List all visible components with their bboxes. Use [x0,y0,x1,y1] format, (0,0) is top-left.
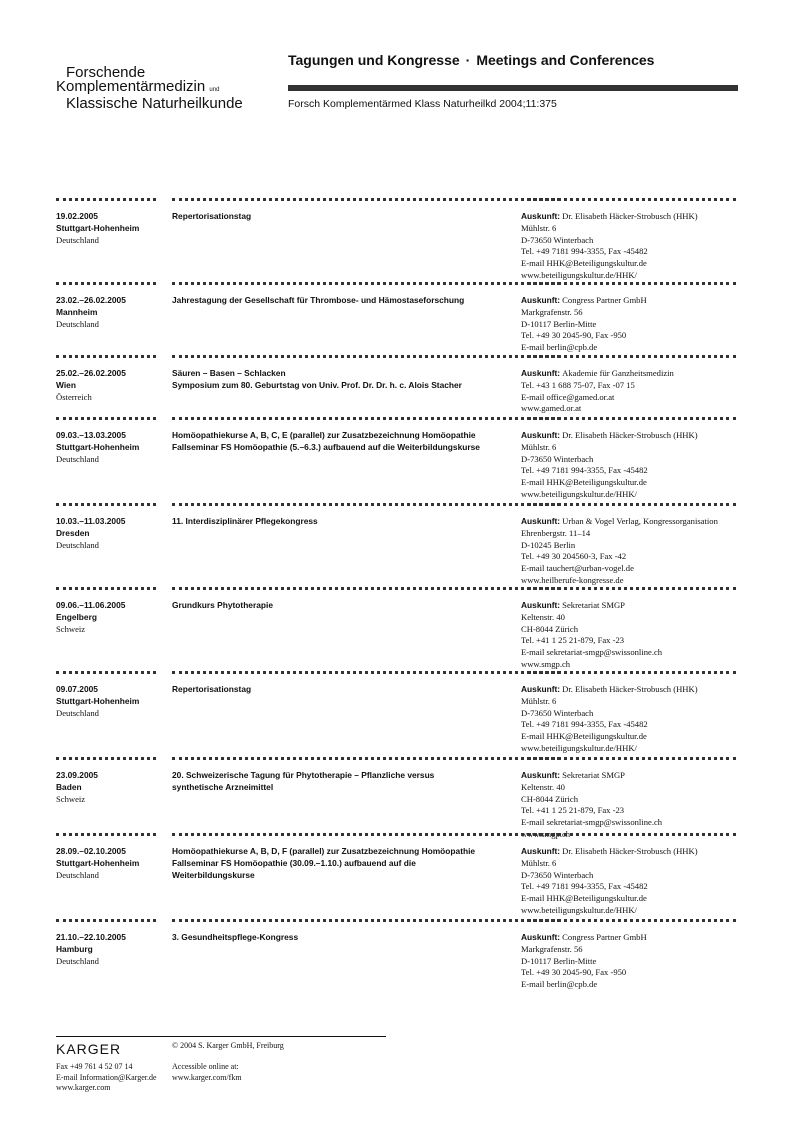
contact-link[interactable]: www.smgp.ch [521,658,571,669]
contact-org: Dr. Elisabeth Häcker-Strobusch (HHK) [562,211,698,221]
event-title [172,430,517,454]
contact-line: CH-8044 Zürich [521,623,579,634]
contact-label: Auskunft: [521,846,561,856]
contact-link[interactable]: E-mail sekretariat-smgp@swissonline.ch [521,647,663,658]
event-city: Stuttgart-Hohenheim [56,222,140,233]
event-date: 09.07.2005 [56,684,98,694]
event-country: Schweiz [56,793,86,804]
event-row [56,757,736,839]
dotted-rule [56,417,156,423]
contact-line: Tel. +49 7181 994-3355, Fax -45482 [521,246,648,257]
publisher-contact [56,1062,157,1094]
contact-link[interactable]: E-mail HHK@Beteiligungskultur.de [521,477,647,488]
event-title-line: Repertorisationstag [172,211,252,221]
event-contact [521,430,741,501]
event-city: Mannheim [56,306,98,317]
contact-line: Ehrenbergstr. 11–14 [521,527,591,538]
contact-line: Tel. +43 1 688 75-07, Fax -07 15 [521,379,635,390]
event-date: 21.10.–22.10.2005 [56,932,126,942]
online-label: Accessible online at: [172,1062,239,1071]
contact-link[interactable]: E-mail berlin@cpb.de [521,979,598,990]
dotted-rule [172,757,560,763]
publisher-email[interactable]: E-mail Information@Karger.de [56,1072,157,1082]
contact-org: Dr. Elisabeth Häcker-Strobusch (HHK) [562,846,698,856]
contact-line: D-73650 Winterbach [521,707,594,718]
contact-line: Tel. +49 7181 994-3355, Fax -45482 [521,719,648,730]
event-country: Deutschland [56,234,99,245]
title-separator: · [465,52,471,68]
contact-label: Auskunft: [521,516,561,526]
event-date: 23.02.–26.02.2005 [56,295,126,305]
event-city: Dresden [56,527,90,538]
contact-org-line [521,932,741,944]
contact-org: Congress Partner GmbH [562,295,647,305]
dotted-rule [56,833,156,839]
journal-logo-line2: Komplementärmedizin [56,78,206,95]
contact-line: Mühlstr. 6 [521,695,557,706]
event-city: Hamburg [56,943,93,954]
journal-logo-und: und [209,87,220,93]
event-title [172,846,517,881]
event-row [56,355,736,417]
contact-link[interactable]: www.gamed.or.at [521,403,582,414]
contact-line: Tel. +49 30 2045-90, Fax -950 [521,330,627,341]
contact-line: Mühlstr. 6 [521,441,557,452]
event-title-line: 20. Schweizerische Tagung für Phytotherapie – Pflanzliche versus [172,770,435,780]
contact-line: Mühlstr. 6 [521,857,557,868]
event-contact [521,368,741,415]
event-date: 09.06.–11.06.2005 [56,600,126,610]
dotted-rule [172,671,560,677]
contact-line: D-73650 Winterbach [521,869,594,880]
contact-org: Dr. Elisabeth Häcker-Strobusch (HHK) [562,684,698,694]
citation: Forsch Komplementärmed Klass Naturheilkd 2004;11:375 [288,98,557,110]
contact-link[interactable]: E-mail office@gamed.or.at [521,391,615,402]
event-title-line: Fallseminar FS Homöopathie (5.–6.3.) aufbauend auf die Weiterbildungskurse [172,441,480,452]
contact-label: Auskunft: [521,211,561,221]
contact-org-line [521,430,741,442]
contact-org-line [521,368,741,380]
dotted-rule [56,919,156,925]
event-title [172,295,517,307]
dotted-rule [521,919,736,925]
dotted-rule [521,355,736,361]
contact-label: Auskunft: [521,684,561,694]
contact-org: Sekretariat SMGP [562,600,625,610]
event-title-line: Fallseminar FS Homöopathie (30.09.–1.10.) aufbauend auf die [172,857,416,868]
event-date: 25.02.–26.02.2005 [56,368,126,378]
section-title-en: Meetings and Conferences [476,52,655,68]
event-title-line: Säuren – Basen – Schlacken [172,368,286,378]
event-country: Deutschland [56,539,99,550]
contact-line: Tel. +41 1 25 21-879, Fax -23 [521,635,625,646]
event-date: 28.09.–02.10.2005 [56,846,126,856]
event-country: Deutschland [56,869,99,880]
journal-logo-line3: Klassische Naturheilkunde [66,95,243,112]
dotted-rule [56,355,156,361]
event-title-line: 3. Gesundheitspflege-Kongress [172,932,299,942]
publisher-web[interactable]: www.karger.com [56,1083,111,1092]
event-when-where [56,211,168,246]
contact-link[interactable]: E-mail HHK@Beteiligungskultur.de [521,258,647,269]
contact-label: Auskunft: [521,932,561,942]
event-contact [521,516,741,587]
contact-org: Urban & Vogel Verlag, Kongressorganisation [562,516,718,526]
contact-link[interactable]: www.heilberufe-kongresse.de [521,574,624,585]
dotted-rule [56,282,156,288]
dotted-rule [172,919,560,925]
contact-link[interactable]: www.beteiligungskultur.de/HHK/ [521,269,637,280]
event-country: Österreich [56,391,92,402]
contact-line: D-73650 Winterbach [521,453,594,464]
dotted-rule [56,757,156,763]
contact-line: Mühlstr. 6 [521,222,557,233]
online-access [172,1062,242,1083]
contact-org: Sekretariat SMGP [562,770,625,780]
dotted-rule [56,671,156,677]
contact-line: Keltenstr. 40 [521,781,565,792]
event-city: Baden [56,781,82,792]
section-title [288,52,654,68]
contact-link[interactable]: www.beteiligungskultur.de/HHK/ [521,742,637,753]
event-city: Wien [56,379,76,390]
event-when-where [56,600,168,635]
contact-org-line [521,770,741,782]
online-url[interactable]: www.karger.com/fkm [172,1072,242,1082]
contact-org-line [521,211,741,223]
event-title [172,368,517,392]
event-contact [521,770,741,841]
event-title-line: 11. Interdisziplinärer Pflegekongress [172,516,318,526]
dotted-rule [56,198,156,204]
contact-line: Keltenstr. 40 [521,611,565,622]
contact-label: Auskunft: [521,430,561,440]
contact-link[interactable]: www.beteiligungskultur.de/HHK/ [521,488,637,499]
header-rule [288,85,738,91]
event-title [172,516,517,528]
event-city: Stuttgart-Hohenheim [56,695,140,706]
contact-org-line [521,295,741,307]
contact-line: Tel. +49 7181 994-3355, Fax -45482 [521,465,648,476]
dotted-rule [521,282,736,288]
event-date: 10.03.–11.03.2005 [56,516,126,526]
event-row [56,417,736,503]
event-title-line: Repertorisationstag [172,684,252,694]
dotted-rule [56,503,156,509]
journal-logo [56,66,243,111]
dotted-rule [172,198,560,204]
dotted-rule [521,587,736,593]
copyright: © 2004 S. Karger GmbH, Freiburg [172,1041,284,1050]
contact-label: Auskunft: [521,368,561,378]
event-contact [521,600,741,671]
contact-link[interactable]: E-mail berlin@cpb.de [521,342,598,353]
contact-line: Tel. +49 30 2045-90, Fax -950 [521,967,627,978]
event-title [172,211,517,223]
contact-link[interactable]: E-mail HHK@Beteiligungskultur.de [521,731,647,742]
dotted-rule [521,671,736,677]
event-country: Deutschland [56,955,99,966]
dotted-rule [521,757,736,763]
section-title-de: Tagungen und Kongresse [288,52,460,68]
event-title-line: synthetische Arzneimittel [172,781,274,792]
event-row [56,919,736,999]
event-row [56,587,736,671]
event-contact [521,846,741,917]
event-title-line: Weiterbildungskurse [172,869,255,880]
footer-rule [56,1036,386,1037]
contact-line: Markgrafenstr. 56 [521,306,583,317]
event-when-where [56,516,168,551]
event-contact [521,684,741,755]
event-when-where [56,770,168,805]
event-country: Deutschland [56,707,99,718]
contact-link[interactable]: E-mail HHK@Beteiligungskultur.de [521,893,647,904]
event-contact [521,211,741,282]
dotted-rule [172,503,560,509]
contact-line: Tel. +49 30 204560-3, Fax -42 [521,551,627,562]
dotted-rule [521,833,736,839]
event-city: Stuttgart-Hohenheim [56,857,140,868]
contact-label: Auskunft: [521,770,561,780]
event-title [172,932,517,944]
contact-line: Tel. +49 7181 994-3355, Fax -45482 [521,881,648,892]
event-title [172,770,517,794]
events-table [56,198,736,999]
event-date: 09.03.–13.03.2005 [56,430,126,440]
event-row [56,503,736,587]
event-title-line: Grundkurs Phytotherapie [172,600,273,610]
contact-line: D-10245 Berlin [521,539,576,550]
event-title [172,600,517,612]
journal-logo-line1: Forschende [66,64,146,81]
dotted-rule [521,198,736,204]
publisher-fax: Fax +49 761 4 52 07 14 [56,1062,133,1071]
event-title-line: Symposium zum 80. Geburtstag von Univ. Prof. Dr. Dr. h. c. Alois Stacher [172,379,462,390]
event-date: 23.09.2005 [56,770,98,780]
contact-line: D-10117 Berlin-Mitte [521,955,597,966]
event-date: 19.02.2005 [56,211,98,221]
event-row [56,198,736,282]
contact-line: Tel. +41 1 25 21-879, Fax -23 [521,805,625,816]
event-row [56,671,736,757]
event-when-where [56,846,168,881]
contact-link[interactable]: E-mail sekretariat-smgp@swissonline.ch [521,817,663,828]
contact-org: Congress Partner GmbH [562,932,647,942]
event-title-line: Homöopathiekurse A, B, D, F (parallel) zur Zusatzbezeichnung Homöopathie [172,846,476,856]
contact-link[interactable]: E-mail tauchert@urban-vogel.de [521,563,634,574]
event-when-where [56,430,168,465]
contact-label: Auskunft: [521,295,561,305]
event-contact [521,932,741,991]
dotted-rule [172,833,560,839]
contact-org-line [521,600,741,612]
contact-link[interactable]: www.smgp.ch [521,828,571,839]
event-title [172,684,517,696]
event-title-line: Homöopathiekurse A, B, C, E (parallel) zur Zusatzbezeichnung Homöopathie [172,430,476,440]
contact-label: Auskunft: [521,600,561,610]
contact-link[interactable]: www.beteiligungskultur.de/HHK/ [521,904,637,915]
event-title-line: Jahrestagung der Gesellschaft für Thrombose- und Hämostaseforschung [172,295,465,305]
contact-org-line [521,846,741,858]
dotted-rule [172,355,560,361]
contact-line: Markgrafenstr. 56 [521,943,583,954]
publisher-logo: KARGER [56,1041,122,1057]
contact-org-line [521,684,741,696]
dotted-rule [172,587,560,593]
dotted-rule [172,417,560,423]
dotted-rule [521,503,736,509]
contact-org-line [521,516,741,528]
contact-line: D-73650 Winterbach [521,234,594,245]
event-country: Deutschland [56,453,99,464]
event-when-where [56,684,168,719]
event-when-where [56,932,168,967]
event-row [56,282,736,355]
event-city: Stuttgart-Hohenheim [56,441,140,452]
dotted-rule [172,282,560,288]
contact-line: D-10117 Berlin-Mitte [521,318,597,329]
event-when-where [56,368,168,403]
event-when-where [56,295,168,330]
contact-org: Dr. Elisabeth Häcker-Strobusch (HHK) [562,430,698,440]
event-city: Engelberg [56,611,97,622]
contact-org: Akademie für Ganzheitsmedizin [562,368,674,378]
event-row [56,833,736,919]
dotted-rule [56,587,156,593]
event-contact [521,295,741,354]
event-country: Deutschland [56,318,99,329]
event-country: Schweiz [56,623,86,634]
dotted-rule [521,417,736,423]
contact-line: CH-8044 Zürich [521,793,579,804]
